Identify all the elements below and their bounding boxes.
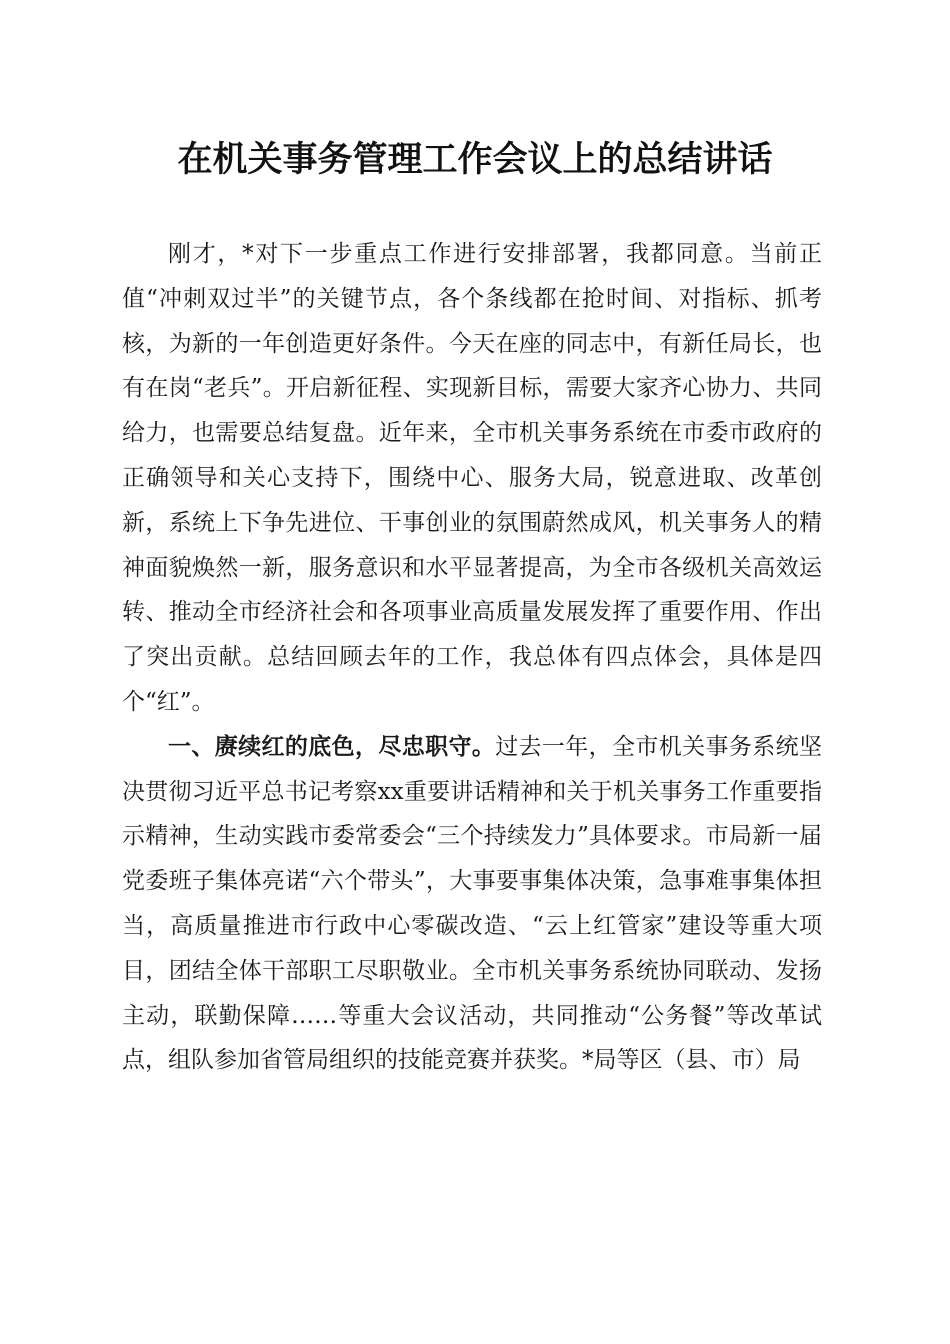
document-title: 在机关事务管理工作会议上的总结讲话: [177, 139, 773, 180]
section-one-paragraph: [122, 725, 822, 1083]
intro-paragraph: [122, 232, 822, 725]
section-one-text: 过去一年，全市机关事务系统坚决贯彻习近平总书记考察xx重要讲话精神和关于机关事务工作重要指示精神，生动实践市委常委会“三个持续发力”具体要求。市局新一届党委班子集体亮诺“六个带头”，大事要事集体决策，急事难事集体担当，高质量推进市行政中心零碳改造、“云上红管家”建设等重大项目，团结全体干部职工尽职敬业。全市机关事务系统协同联动、发扬主动，联勤保障……等重大会议活动，共同推动“公务餐”等改革试点，组队参加省管局组织的技能竞赛并获奖。*局等区（县、市）局: [122, 733, 823, 1074]
document-body: [122, 232, 822, 1083]
section-one-heading: 一、赓续红的底色，尽忠职守。: [168, 733, 496, 760]
intro-paragraph-text: 刚才，*对下一步重点工作进行安排部署，我都同意。当前正值“冲刺双过半”的关键节点，各个条线都在抢时间、对指标、抓考核，为新的一年创造更好条件。今天在座的同志中，有新任局长，也有在岗“老兵”。开启新征程、实现新目标，需要大家齐心协力、共同给力，也需要总结复盘。近年来，全市机关事务系统在市委市政府的正确领导和关心支持下，围绕中心、服务大局，锐意进取、改革创新，系统上下争先进位、干事创业的氛围蔚然成风，机关事务人的精神面貌焕然一新，服务意识和水平显著提高，为全市各级机关高效运转、推动全市经济社会和各项事业高质量发展发挥了重要作用、作出了突出贡献。总结回顾去年的工作，我总体有四点体会，具体是四个“红”。: [122, 241, 822, 715]
